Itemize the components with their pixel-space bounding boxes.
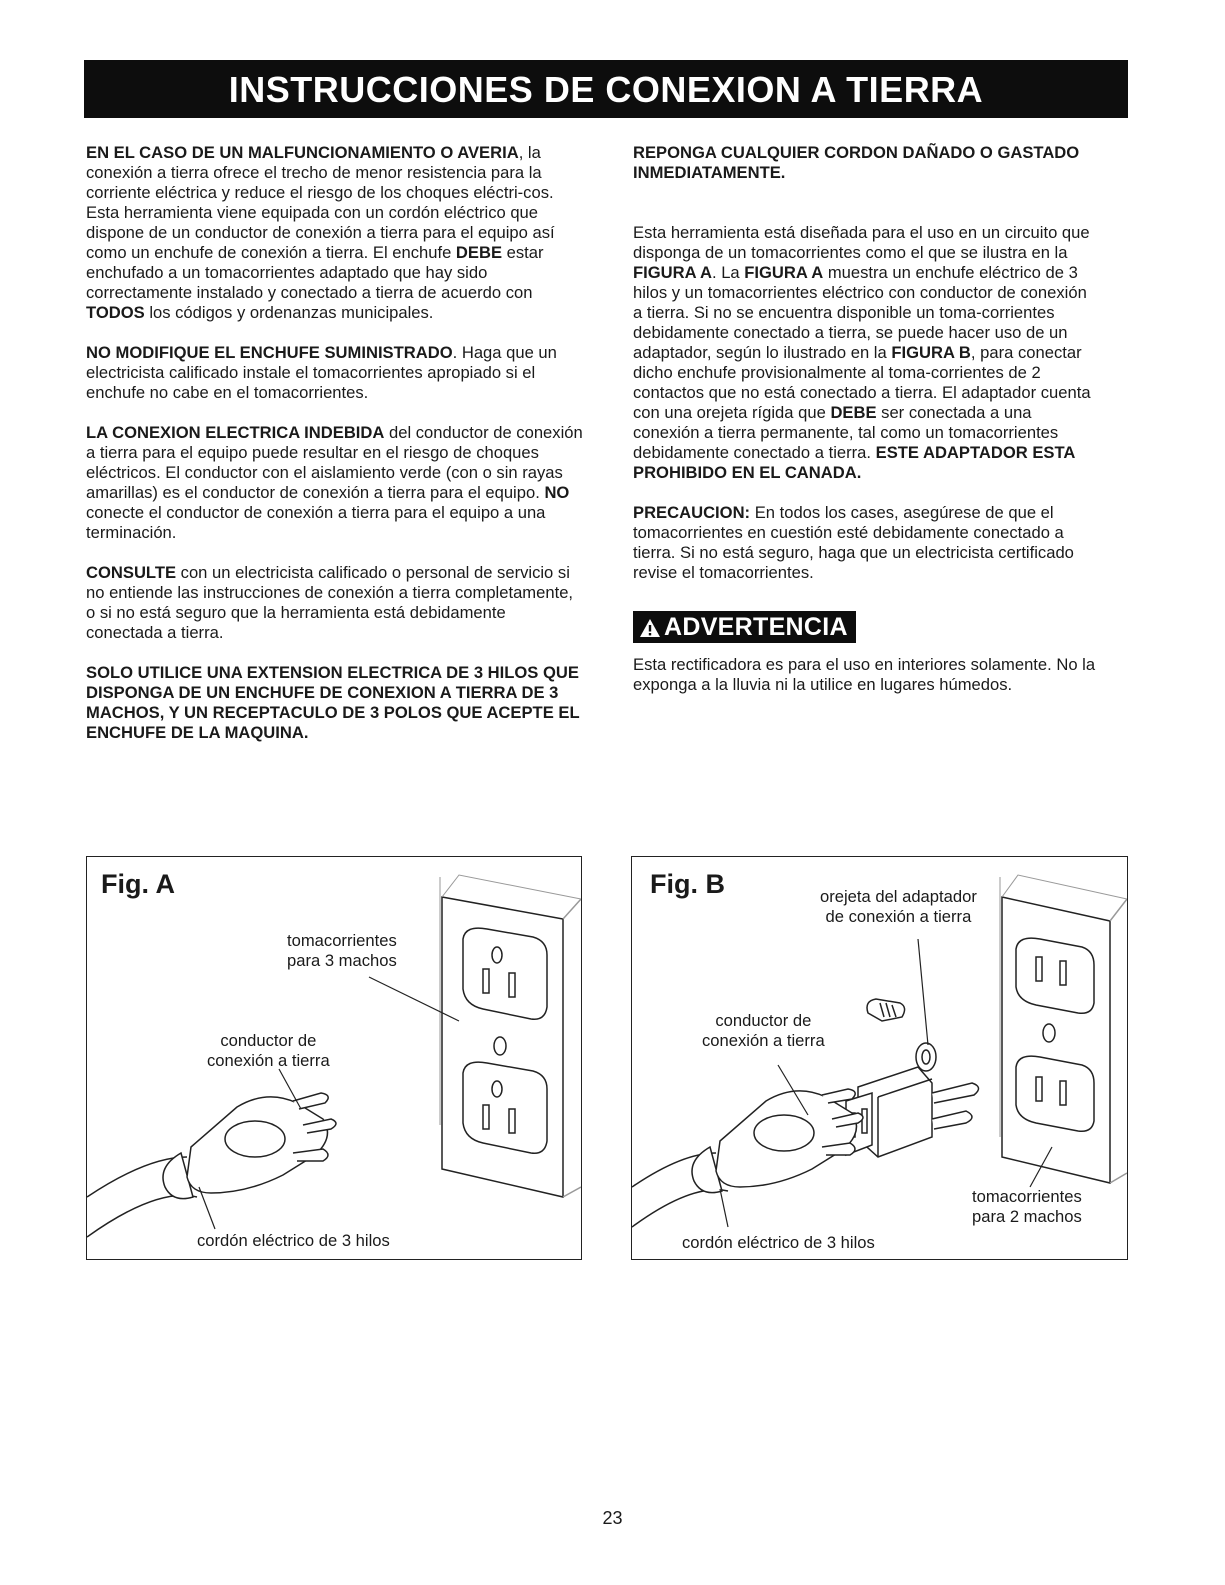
paragraph-consult xyxy=(86,563,586,643)
paragraph-improper-connection xyxy=(86,423,586,543)
figure-a-title: Fig. A xyxy=(101,869,175,899)
bold-text: DEBE xyxy=(830,403,877,422)
text: . Haga que un electricista calificado instale el tomacorrientes apropiado si el enchufe no cabe en el tomacorrientes. xyxy=(86,343,557,402)
bold-lead: CONSULTE xyxy=(86,563,177,582)
ground-conductor-label: conductor de conexión a tierra xyxy=(702,1011,825,1050)
paragraph-warning: Esta rectificadora es para el uso en interiores solamente. No la exponga a la lluvia ni la utilice en lugares húmedos. xyxy=(633,655,1096,694)
text: conecte el conductor de conexión a tierra para el equipo a una terminación. xyxy=(86,503,546,542)
text: muestra un enchufe eléctrico de 3 hilos y un tomacorrientes eléctrico con conductor de conexión a tierra. Si no se encuentra disponible un toma-corrientes debidamente conectado a tierra, se puede hacer uso de un adaptador, según lo ilustrado en la xyxy=(633,263,1087,362)
paragraph-circuit xyxy=(633,223,1098,483)
adapter-lug-label: orejeta del adaptador de conexión a tierra xyxy=(820,887,977,926)
bold-text: FIGURA A xyxy=(633,263,712,282)
text: , para conectar dicho enchufe provisionalmente al toma-corrientes de 2 contactos que no está conectado a tierra. El adaptador cuenta con una orejeta rígida que xyxy=(633,343,1091,422)
outlet-2-prong-label: tomacorrientes para 2 machos xyxy=(972,1187,1082,1226)
cord-3-wire-label: cordón eléctrico de 3 hilos xyxy=(197,1231,390,1250)
bold-lead: NO MODIFIQUE EL ENCHUFE SUMINISTRADO xyxy=(86,343,453,362)
bold-text: TODOS xyxy=(86,303,145,322)
bold-text: FIGURA B xyxy=(891,343,971,362)
bold-lead: LA CONEXION ELECTRICA INDEBIDA xyxy=(86,423,385,442)
warning-label: ADVERTENCIA xyxy=(664,613,848,641)
text: ser conectada a una conexión a tierra permanente, tal como un tomacorrientes debidamente conectado a tierra. xyxy=(633,403,1059,462)
left-column xyxy=(86,143,586,763)
bold-lead: PRECAUCION: xyxy=(633,503,751,522)
figure-b-title: Fig. B xyxy=(650,869,725,899)
text: los códigos y ordenanzas municipales. xyxy=(144,303,434,322)
outlet-3-prong-label: tomacorrientes para 3 machos xyxy=(287,931,397,970)
paragraph-extension-cord: SOLO UTILICE UNA EXTENSION ELECTRICA DE 3 HILOS QUE DISPONGA DE UN ENCHUFE DE CONEXION A TIERRA DE 3 MACHOS, Y UN RECEPTACULO DE 3 POLOS QUE ACEPTE EL ENCHUFE DE LA MAQUINA. xyxy=(86,663,580,742)
bold-lead: EN EL CASO DE UN MALFUNCIONAMIENTO O AVERIA xyxy=(86,143,519,162)
page-number: 23 xyxy=(602,1508,623,1528)
text: . La xyxy=(711,263,745,282)
three-prong-plug-icon xyxy=(632,1089,863,1227)
paragraph-no-modify xyxy=(86,343,586,403)
text: estar enchufado a un tomacorrientes adaptado que hay sido correctamente instalado y conectado a tierra de acuerdo con xyxy=(86,243,544,302)
figure-a xyxy=(86,856,582,1260)
cord-3-wire-label: cordón eléctrico de 3 hilos xyxy=(682,1233,875,1252)
text: En todos los cases, asegúrese de que el tomacorrientes en cuestión esté debidamente conectado a tierra. Si no está seguro, haga que un electricista certificado revise el tomacorrientes. xyxy=(633,503,1074,582)
bold-text: NO xyxy=(544,483,570,502)
figure-a-illustration xyxy=(87,857,581,1259)
text: con un electricista calificado o personal de servicio si no entiende las instrucciones de conexión a tierra completamente, o si no está seguro que la herramienta está debidamente conectada a tierra. xyxy=(86,563,574,642)
figure-b xyxy=(631,856,1128,1260)
paragraph-malfunction xyxy=(86,143,586,323)
text: , la conexión a tierra ofrece el trecho de menor resistencia para la corriente eléctrica y reduce el riesgo de los choques eléctri-cos. Esta herramienta viene equipada con un cordón eléctrico que dispone de un conductor de conexión a tierra para el equipo así como un enchufe de conexión a tierra. El enchufe xyxy=(86,143,555,262)
warning-badge xyxy=(633,611,856,643)
right-column xyxy=(633,143,1098,715)
three-prong-plug-icon xyxy=(87,1093,336,1237)
heading-replace-cord: REPONGA CUALQUIER CORDON DAÑADO O GASTADO INMEDIATAMENTE. xyxy=(633,143,1080,182)
three-prong-outlet-icon xyxy=(440,875,581,1197)
warning-triangle-icon xyxy=(639,618,661,638)
paragraph-caution xyxy=(633,503,1098,583)
text: Esta herramienta está diseñada para el uso en un circuito que disponga de un tomacorrientes como el que se ilustra en la xyxy=(633,223,1090,262)
two-prong-outlet-icon xyxy=(1000,875,1127,1183)
adapter-icon xyxy=(846,999,979,1157)
page-title: INSTRUCCIONES DE CONEXION A TIERRA xyxy=(84,60,1128,118)
bold-text: DEBE xyxy=(455,243,503,262)
text: del conductor de conexión a tierra para el equipo puede resultar en el riesgo de choques eléctricos. El conductor con el aislamiento verde (con o sin rayas amarillas) es el conductor de conexión a tierra para el equipo. xyxy=(86,423,583,502)
ground-conductor-label: conductor de conexión a tierra xyxy=(207,1031,330,1070)
bold-text: ESTE ADAPTADOR ESTA PROHIBIDO EN EL CANADA. xyxy=(633,443,1075,482)
bold-text: FIGURA A xyxy=(744,263,824,282)
